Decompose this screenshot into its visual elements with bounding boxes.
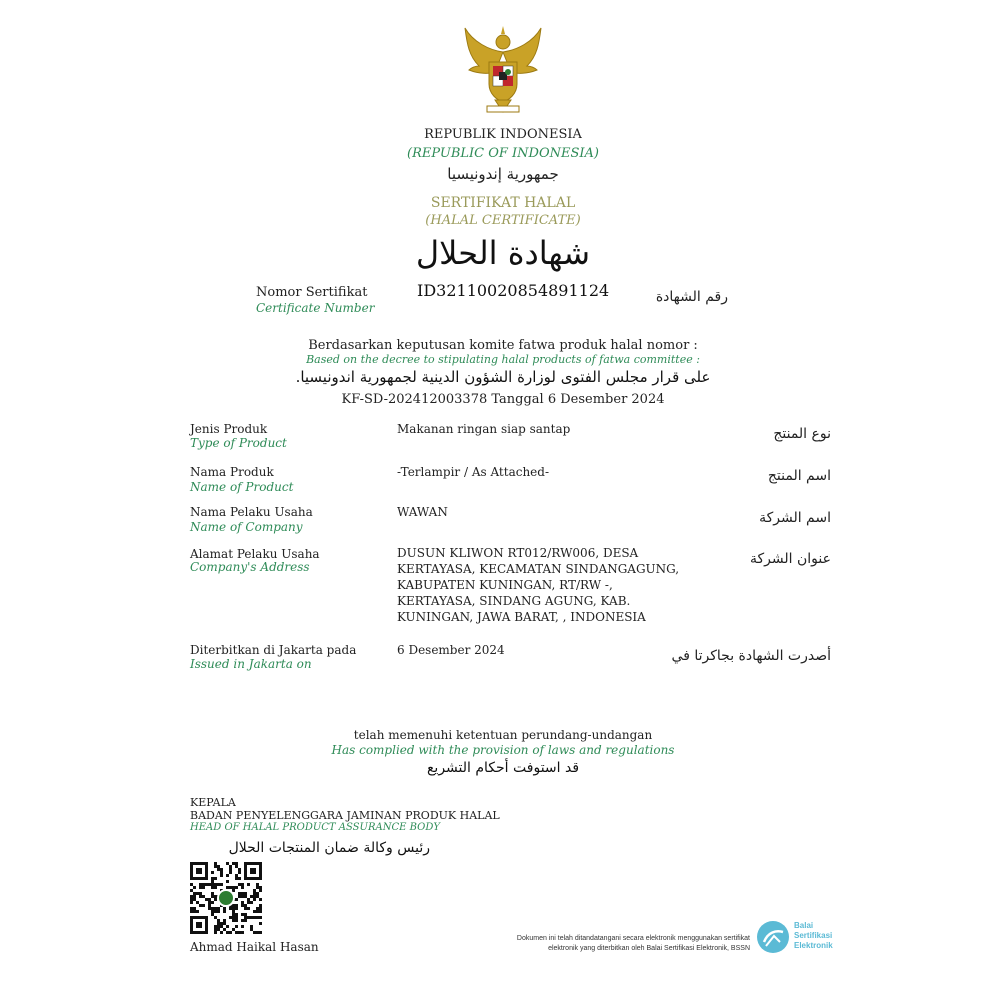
address-line: KERTAYASA, SINDANG AGUNG, KAB. (397, 594, 631, 608)
field-label-type: Jenis Produk (190, 422, 268, 436)
e-signature-note (480, 934, 750, 954)
field-label-company-en: Name of Company (190, 520, 303, 534)
field-label-address-ar: عنوان الشركة (750, 551, 831, 567)
country-name: REPUBLIK INDONESIA (424, 127, 582, 142)
field-value-product: -Terlampir / As Attached- (397, 465, 550, 479)
e-signature-note-line: elektronik yang diterbitkan oleh Balai Sertifikasi Elektronik, BSSN (548, 945, 750, 952)
decree-number: KF-SD-202412003378 Tanggal 6 Desember 2024 (341, 392, 665, 407)
cert-number-label: Nomor Sertifikat (256, 285, 368, 300)
certificate-title-en: (HALAL CERTIFICATE) (425, 213, 581, 228)
field-value-address (397, 545, 679, 625)
compliance-line: telah memenuhi ketentuan perundang-undangan (353, 728, 653, 742)
signatory-agency-en: HEAD OF HALAL PRODUCT ASSURANCE BODY (190, 822, 440, 833)
compliance-line-ar: قد استوفت أحكام التشريع (426, 760, 580, 776)
signatory-agency-ar: رئيس وكالة ضمان المنتجات الحلال (228, 840, 430, 856)
certificate-title-ar: شهادة الحلال (415, 234, 591, 272)
compliance-line-en: Has complied with the provision of laws and regulations (331, 743, 675, 757)
e-signature-note-line: Dokumen ini telah ditandatangani secara elektronik menggunakan sertifikat (516, 935, 750, 942)
address-line: KABUPATEN KUNINGAN, RT/RW -, (397, 578, 613, 592)
garuda-emblem (455, 22, 551, 118)
address-line: KERTAYASA, KECAMATAN SINDANGAGUNG, (397, 562, 680, 576)
decree-line-ar: على قرار مجلس الفتوى لوزارة الشؤون الدينية لجمهورية اندونيسيا. (295, 368, 711, 386)
field-label-type-en: Type of Product (190, 436, 287, 450)
field-label-issued-en: Issued in Jakarta on (190, 657, 312, 671)
field-label-type-ar: نوع المنتج (773, 426, 831, 442)
field-label-company: Nama Pelaku Usaha (190, 505, 313, 519)
field-label-issued-ar: أصدرت الشهادة بجاكرتا في (671, 648, 831, 664)
qr-code[interactable] (190, 862, 262, 934)
field-label-issued: Diterbitkan di Jakarta pada (190, 643, 357, 657)
field-label-company-ar: اسم الشركة (759, 510, 831, 526)
cert-number-label-en: Certificate Number (256, 301, 375, 315)
bsre-logo-icon (756, 920, 790, 954)
country-name-ar: جمهورية إندونيسيا (447, 165, 559, 183)
field-label-product: Nama Produk (190, 465, 274, 479)
field-value-issued: 6 Desember 2024 (397, 643, 505, 657)
field-label-product-ar: اسم المنتج (767, 468, 831, 484)
certificate-title: SERTIFIKAT HALAL (430, 195, 576, 211)
field-label-address: Alamat Pelaku Usaha (190, 547, 320, 561)
signatory-title: KEPALA (190, 796, 236, 809)
address-line: DUSUN KLIWON RT012/RW006, DESA (397, 546, 639, 560)
bsre-logo (756, 920, 856, 956)
signatory-agency: BADAN PENYELENGGARA JAMINAN PRODUK HALAL (190, 809, 500, 822)
field-value-type: Makanan ringan siap santap (397, 422, 571, 436)
field-label-address-en: Company's Address (190, 560, 310, 574)
cert-number-label-ar: رقم الشهادة (655, 289, 728, 305)
decree-line-en: Based on the decree to stipulating halal products of fatwa committee : (306, 353, 700, 366)
field-label-product-en: Name of Product (190, 480, 294, 494)
field-value-company: WAWAN (397, 505, 448, 519)
signatory-name: Ahmad Haikal Hasan (190, 940, 319, 954)
decree-line: Berdasarkan keputusan komite fatwa produk halal nomor : (308, 338, 698, 353)
bsre-logo-text: Balai Sertifikasi Elektronik (794, 921, 833, 950)
address-line: KUNINGAN, JAWA BARAT, , INDONESIA (397, 610, 646, 624)
country-name-en: (REPUBLIC OF INDONESIA) (407, 146, 599, 161)
cert-number-value: ID32110020854891124 (417, 281, 610, 300)
